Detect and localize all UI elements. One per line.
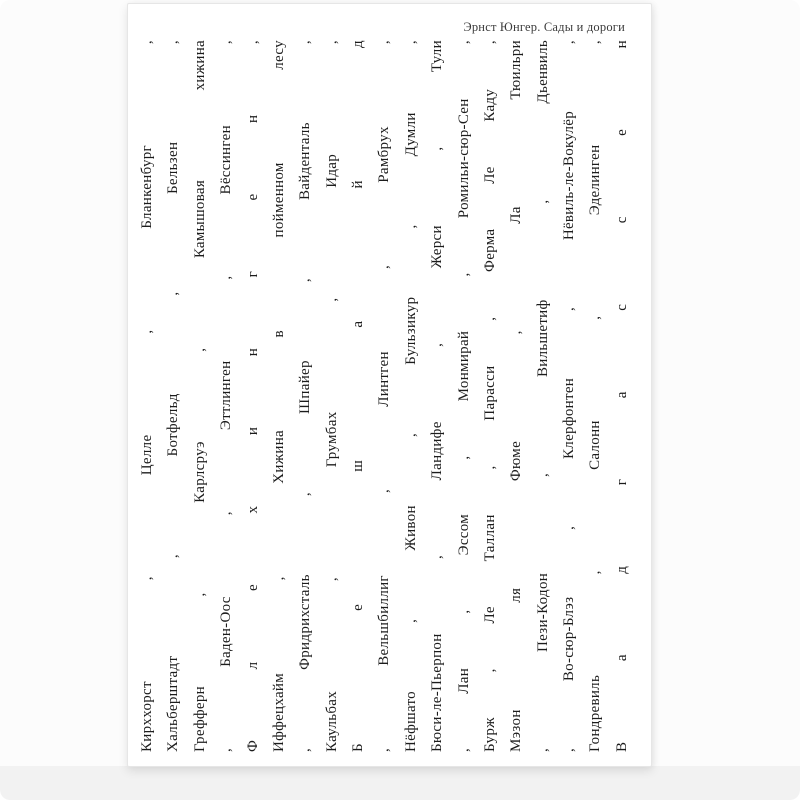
word-token: ш xyxy=(350,459,366,472)
comma-token: , xyxy=(534,472,551,478)
word-token: Кирххорст xyxy=(139,681,155,752)
word-token: х xyxy=(244,505,261,514)
comma-token: , xyxy=(587,40,604,45)
word-token: Ла xyxy=(508,206,525,224)
word-token: Грумбах xyxy=(323,411,340,468)
comma-token: , xyxy=(508,330,525,335)
comma-token: , xyxy=(455,747,472,752)
word-token: Фюме xyxy=(508,440,525,482)
word-token: Эссом xyxy=(455,513,472,556)
word-token: Эттлинген xyxy=(218,360,235,431)
comma-token: , xyxy=(534,747,551,752)
word-token: Хижина xyxy=(270,430,287,484)
word-token: Бульзикур xyxy=(402,296,419,365)
word-token: Хальберштадт xyxy=(165,655,182,752)
word-token: Вельшбиллиг xyxy=(376,575,393,666)
word-token: Иффецхайм xyxy=(270,672,287,752)
comma-token: , xyxy=(218,511,235,516)
word-token: Во-сюр-Блэз xyxy=(561,596,577,682)
word-token: а xyxy=(613,391,630,399)
word-token: Каульбах xyxy=(323,690,340,752)
word-token: н xyxy=(613,40,630,49)
comma-token: , xyxy=(561,306,577,312)
comma-token: , xyxy=(191,592,208,597)
word-token: и xyxy=(244,426,261,436)
word-token: пойменном xyxy=(270,162,287,238)
word-token: Шпайер xyxy=(297,360,314,415)
comma-token: , xyxy=(139,576,155,581)
word-token: Ле xyxy=(481,606,498,624)
text-line xyxy=(298,40,313,752)
word-token: ля xyxy=(508,587,525,603)
text-line xyxy=(404,40,419,752)
word-token: й xyxy=(350,180,366,189)
word-token: Ферма xyxy=(481,228,498,272)
word-token: Мэзон xyxy=(508,709,525,752)
text-line xyxy=(219,40,234,752)
comma-token: , xyxy=(323,40,340,45)
word-token: Лан xyxy=(455,667,472,694)
text-line xyxy=(325,40,340,752)
word-token: а xyxy=(613,654,630,662)
text-line xyxy=(588,40,603,752)
word-token: Идар xyxy=(323,153,340,188)
word-token: Б xyxy=(350,743,366,752)
comma-token: , xyxy=(297,492,314,497)
comma-token: , xyxy=(191,347,208,352)
comma-token: , xyxy=(218,40,235,45)
comma-token: , xyxy=(587,570,604,575)
comma-token: , xyxy=(481,316,498,321)
word-token: е xyxy=(244,584,261,591)
comma-token: , xyxy=(429,146,446,151)
comma-token: , xyxy=(218,275,235,280)
comma-token: , xyxy=(165,554,182,559)
comma-token: , xyxy=(455,609,472,614)
comma-token: , xyxy=(429,554,446,559)
comma-token: , xyxy=(165,40,182,45)
comma-token: , xyxy=(323,577,340,582)
text-line xyxy=(562,40,577,752)
comma-token: , xyxy=(402,432,419,438)
word-token: е xyxy=(613,128,630,136)
comma-token: , xyxy=(455,272,472,277)
comma-token: , xyxy=(297,747,314,752)
word-token: В xyxy=(613,741,630,752)
word-token: г xyxy=(613,478,630,486)
text-line xyxy=(457,40,472,752)
comma-token: , xyxy=(402,618,419,623)
word-token: Жерси xyxy=(429,225,446,269)
text-line xyxy=(166,40,181,752)
comma-token: , xyxy=(455,40,472,45)
word-token: Монмирай xyxy=(455,330,472,402)
word-token: д xyxy=(350,40,366,48)
word-token: Ботфельд xyxy=(165,393,182,457)
comma-token: , xyxy=(561,40,577,45)
text-line xyxy=(430,40,445,752)
word-token: Бурж xyxy=(481,717,498,752)
comma-token: , xyxy=(481,465,498,470)
word-token: Эделинген xyxy=(587,144,604,216)
word-token: Ромильи-сюр-Сен xyxy=(455,98,472,219)
text-line xyxy=(193,40,208,752)
rotated-text-lines xyxy=(140,40,630,752)
text-line xyxy=(615,40,630,752)
word-token: лесу xyxy=(270,40,287,70)
text-line xyxy=(509,40,524,752)
word-token: с xyxy=(613,216,630,224)
word-token: Целле xyxy=(139,434,155,476)
comma-token: , xyxy=(139,40,155,45)
comma-token: , xyxy=(323,297,340,302)
word-token: Нёфшато xyxy=(402,691,419,752)
comma-token: , xyxy=(481,40,498,45)
comma-token: , xyxy=(244,40,261,45)
word-token: Вильшетиф xyxy=(534,299,551,378)
word-token: Бельзен xyxy=(165,141,182,194)
comma-token: , xyxy=(402,40,419,45)
comma-token: , xyxy=(481,668,498,673)
text-line xyxy=(351,40,366,752)
running-head: Эрнст Юнгер. Сады и дороги xyxy=(463,20,625,34)
word-token: хижина xyxy=(191,40,208,91)
comma-token: , xyxy=(165,291,182,296)
word-token: а xyxy=(350,320,366,328)
word-token: Баден-Оос xyxy=(218,596,235,667)
word-token: Рамбрух xyxy=(376,126,393,183)
word-token: Таллан xyxy=(481,514,498,562)
comma-token: , xyxy=(218,747,235,752)
word-token: Ле xyxy=(481,166,498,184)
text-line xyxy=(377,40,392,752)
word-token: Карлсруэ xyxy=(191,441,208,503)
comma-token: , xyxy=(376,747,393,752)
word-token: в xyxy=(270,330,287,338)
comma-token: , xyxy=(534,199,551,204)
word-token: Парасси xyxy=(481,365,498,421)
comma-token: , xyxy=(376,264,393,269)
comma-token: , xyxy=(376,40,393,45)
text-line xyxy=(246,40,261,752)
word-token: Каду xyxy=(481,88,498,122)
word-token: е xyxy=(244,193,261,201)
word-token: г xyxy=(244,270,261,278)
comma-token: , xyxy=(139,329,155,334)
word-token: Клерфонтен xyxy=(561,377,577,459)
word-token: Нёвиль-ле-Вокулёр xyxy=(561,110,577,241)
comma-token: , xyxy=(455,455,472,460)
word-token: Ландифе xyxy=(429,421,446,481)
word-token: Грефферн xyxy=(191,685,208,752)
word-token: Фридрихсталь xyxy=(297,574,314,670)
word-token: Камышовая xyxy=(191,179,208,259)
window-bottom-edge xyxy=(0,766,800,800)
word-token: Тули xyxy=(429,40,446,73)
word-token: Живон xyxy=(402,505,419,551)
word-token: н xyxy=(244,347,261,357)
book-page xyxy=(127,3,652,767)
comma-token: , xyxy=(561,525,577,530)
text-line xyxy=(140,40,155,752)
word-token: с xyxy=(613,303,630,311)
word-token: Тюильри xyxy=(508,40,525,100)
word-token: Салонн xyxy=(587,420,604,470)
word-token: л xyxy=(244,661,261,670)
comma-token: , xyxy=(402,224,419,229)
text-line xyxy=(483,40,498,752)
word-token: Дьенвиль xyxy=(534,40,551,104)
word-token: Думли xyxy=(402,112,419,157)
text-line xyxy=(272,40,287,752)
word-token: Гондревиль xyxy=(587,674,604,752)
word-token: д xyxy=(613,565,630,574)
word-token: Бланкенбург xyxy=(139,144,155,229)
word-token: Пези-Кодон xyxy=(534,572,551,653)
word-token: Вёссинген xyxy=(218,125,235,195)
word-token: н xyxy=(244,114,261,123)
comma-token: , xyxy=(297,278,314,283)
comma-token: , xyxy=(587,315,604,320)
word-token: Ф xyxy=(244,739,261,752)
comma-token: , xyxy=(297,40,314,45)
comma-token: , xyxy=(561,747,577,752)
word-token: Вайденталь xyxy=(297,122,314,201)
word-token: Бюси-ле-Пьерпон xyxy=(429,633,446,752)
comma-token: , xyxy=(429,342,446,347)
comma-token: , xyxy=(270,576,287,581)
word-token: е xyxy=(350,603,366,611)
rotated-text-block xyxy=(140,40,630,752)
comma-token: , xyxy=(376,488,393,493)
word-token: Линтген xyxy=(376,351,393,407)
text-line xyxy=(536,40,551,752)
